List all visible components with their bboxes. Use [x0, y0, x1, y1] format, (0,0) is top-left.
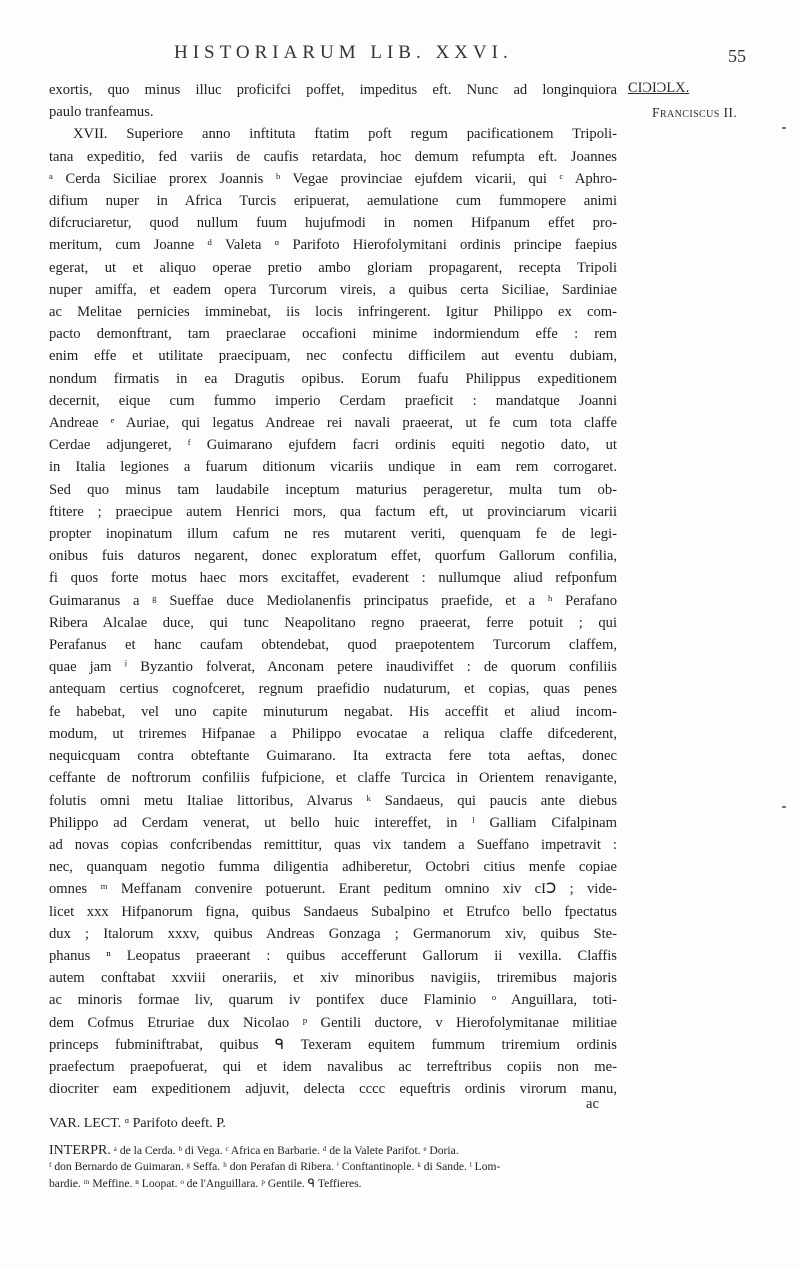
print-mark — [782, 127, 786, 129]
notes-line: ᶠ don Bernardo de Guimaran. ᵍ Seffa. ʰ don Perafan di Ribera. ⁱ Conftantinople. ᵏ di Sande. ˡ Lom- — [49, 1160, 501, 1174]
text-line: fi quos forte motus haec mors excitaffet, evaderent : nullumque aliud refponfum — [49, 570, 617, 587]
text-line: phanus ⁿ Leopatus praeerant : quibus accefferunt Gallorum ii vexilla. Claffis — [49, 947, 617, 964]
notes-line — [49, 1143, 749, 1159]
text-line: omnes ᵐ Meffanam convenire potuerunt. Erant peditum omnino xiv cIↃ ; vide- — [49, 881, 617, 898]
text-line: in Italia legiones a fuarum ditionum vicariis undique in eam rem corrogaret. — [49, 459, 617, 476]
page-number: 55 — [728, 46, 746, 66]
variant-text: ᵅ Parifoto deeft. P. — [124, 1116, 226, 1131]
notes-text: ᵃ de la Cerda. ᵇ di Vega. ᶜ Africa en Barbarie. ᵈ de la Valete Parifot. ᵉ Doria. — [113, 1144, 459, 1157]
text-line: ac minoris formae liv, quarum iv pontifex duce Flaminio ᵒ Anguillara, toti- — [49, 992, 617, 1009]
text-line: nondum firmatis in ea Dragutis opibus. Eorum fuafu Philippus expeditionem — [49, 370, 617, 387]
text-line: dem Cofmus Etruriae dux Nicolao ᵖ Gentili ductore, v Hierofolymitanae militiae — [49, 1014, 617, 1031]
variant-label: VAR. LECT. — [49, 1116, 122, 1131]
text-line: Perafanus et hanc caufam obtendebat, quod praepotentem Turcorum claffem, — [49, 637, 617, 654]
text-line: ad novas copias confcribendas remittitur, quas vix tandem a Sueffano impetravit : — [49, 836, 617, 853]
text-line: quae jam ⁱ Byzantio folverat, Anconam petere inaudiviffet : de quorum confiliis — [49, 659, 617, 676]
text-line: enim effe et utilitate praecipuam, nec confectu difficilem aut eventu dubiam, — [49, 348, 617, 365]
text-line: propter inopinatum illum cafum ne res mutarent veriti, quenquam fe de legi- — [49, 526, 617, 543]
text-line: ftitere ; praecipue autem Henrici mors, qua factum eft, ut provinciarum vicarii — [49, 503, 617, 520]
text-line: praefectum praepofuerat, qui et idem navalibus ac terreftribus copiis non me- — [49, 1058, 617, 1075]
text-line: egerat, ut et aliquo operae pretio ambo gloriam propagarent, recepta Tripoli — [49, 259, 617, 276]
margin-year-note: CIϽIϽLX. — [628, 80, 690, 96]
text-line: exortis, quo minus illuc proficifci poffet, impeditus eft. Nunc ad longinquiora — [49, 82, 617, 98]
text-line: fe habebat, vel uno capite minuturum negabat. His acceffit et aliud incom- — [49, 703, 617, 720]
text-line: paulo tranfeamus. — [49, 104, 154, 121]
catchword: ac — [586, 1096, 599, 1112]
text-line: decernit, eique cum fummo imperio Cerdam praeficit : mandatque Joanni — [49, 392, 617, 409]
main-text-block — [49, 79, 617, 1100]
text-line: tana expeditio, fed variis de caufis retardata, hoc demum refumpta eft. Joannes — [49, 148, 617, 165]
text-line: nuper amiffa, et eadem opera Turcorum vireis, a quibus certa Siciliae, Sardiniae — [49, 281, 617, 298]
interpretation-notes — [49, 1143, 749, 1192]
text-line: Ribera Alcalae duce, qui tunc Neapolitano regno praeerat, ferre potuit ; qui — [49, 614, 617, 631]
text-line: difcruciaretur, quod nullum fuum hujufmodi in nomen Hifpanum effet pro- — [49, 215, 617, 232]
text-line: Sed quo minus tam laudabile inceptum maturius perageretur, multa tum ob- — [49, 481, 617, 498]
running-head: HISTORIARUM LIB. XXVI. — [174, 42, 513, 63]
text-line: ᵃ Cerda Siciliae prorex Joannis ᵇ Vegae provinciae ejufdem vicarii, qui ᶜ Aphro- — [49, 170, 617, 187]
text-line: antequam certius cognofceret, regnum praefidio nudaturum, et copias, quas penes — [49, 681, 617, 698]
print-mark — [782, 806, 786, 808]
text-line: licet xxx Hifpanorum figna, quibus Sandaeus Subalpino et Etrufco bello fpectatus — [49, 903, 617, 920]
variant-reading — [49, 1116, 226, 1132]
text-line: autem conftabat xxviii onerariis, et xiv minoribus navigiis, triremibus majoris — [49, 970, 617, 987]
text-line: princeps fubminiftrabat, quibus ᑫ Texeram equitem fummum triremium ordinis — [49, 1036, 617, 1053]
text-line: Andreae ᵉ Auriae, qui legatus Andreae rei navali praeerat, ut fe cum tota claffe — [49, 415, 617, 432]
notes-line: bardie. ᵐ Meffine. ⁿ Loopat. ᵒ de l'Anguillara. ᵖ Gentile. ᑫ Teffieres. — [49, 1176, 362, 1190]
text-line: onibus fuis daturos negarent, donec exploratum effet, quorfum Gallorum confilia, — [49, 548, 617, 565]
text-line: nequicquam contra obteftante Guimarano. Ita extracta fere tota aeftas, donec — [49, 748, 617, 765]
text-line: ac Melitae pernicies imminebat, iis locis infringerent. Igitur Philippo ex com- — [49, 304, 617, 321]
text-line: folutis omni metu Italiae littoribus, Alvarus ᵏ Sandaeus, qui paucis ante diebus — [49, 792, 617, 809]
text-line: diocriter eam expeditionem adjuvit, delecta cccc equeftris ordinis virorum manu, — [49, 1081, 617, 1098]
text-line: difium nuper in Africa Turcis eripuerat, aemulatione cum fummopere animi — [49, 193, 617, 210]
text-line: ceffante de noftrorum confiliis fufpicione, et claffe Turcica in Orientem renavigante, — [49, 770, 617, 787]
text-line: nec, quanquam negotio fumma diligentia adhiberetur, Octobri citius menfe copiae — [49, 859, 617, 876]
text-line: Guimaranus a ᵍ Sueffae duce Mediolanenfis principatus praefide, et a ʰ Perafano — [49, 592, 617, 609]
margin-name-note: Franciscus II. — [652, 105, 738, 120]
text-line: Philippo ad Cerdam venerat, ut bello huic intereffet, in ˡ Galliam Cifalpinam — [49, 814, 617, 831]
text-line: XVII. Superiore anno inftituta ftatim poft regum pacificationem Tripoli- — [73, 126, 617, 143]
text-line: Cerdae adjungeret, ᶠ Guimarano ejufdem facri ordinis equiti negotio dato, ut — [49, 437, 617, 454]
text-line: dux ; Italorum xxxv, quibus Andreas Gonzaga ; Germanorum xiv, quibus Ste- — [49, 925, 617, 942]
text-line: modum, ut triremes Hifpanae a Philippo evocatae a reliqua claffe difcederent, — [49, 725, 617, 742]
text-line: meritum, cum Joanne ᵈ Valeta ᵅ Parifoto Hierofolymitani ordinis principe faepius — [49, 237, 617, 254]
interp-label: INTERPR. — [49, 1143, 111, 1158]
text-line: pacto demonftrant, tam praeclarae occafioni minime indormiendum effe : rem — [49, 326, 617, 343]
